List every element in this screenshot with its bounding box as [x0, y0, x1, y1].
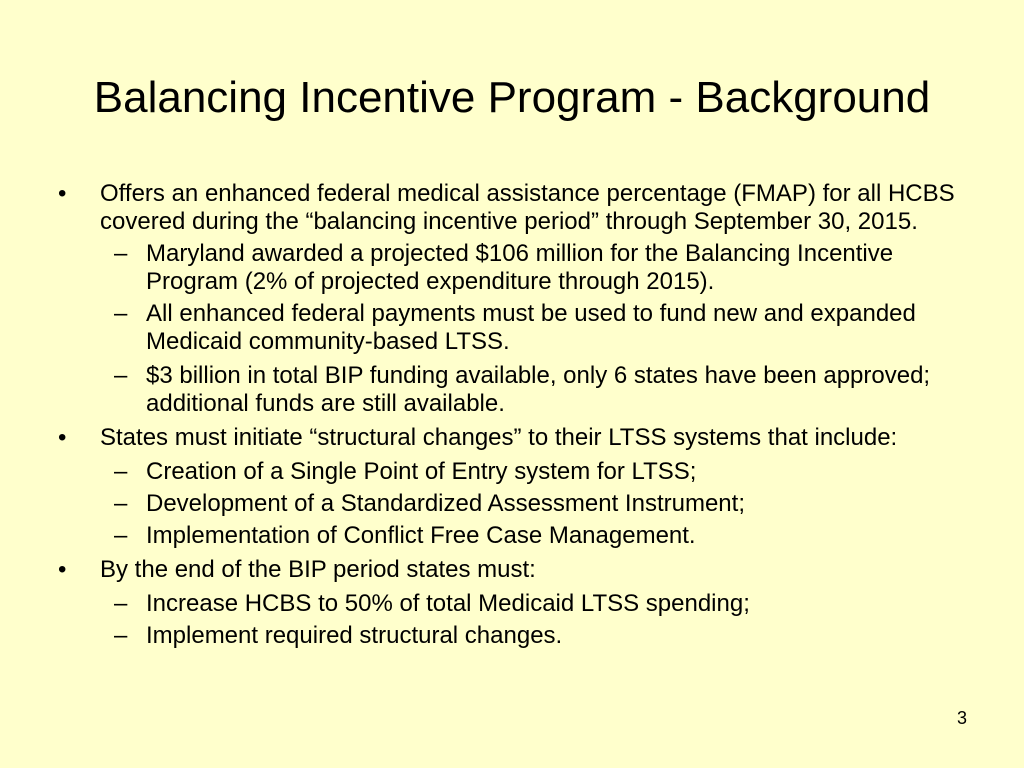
sub-bullet-item — [58, 622, 978, 650]
bullet-text: States must initiate “structural changes” to their LTSS systems that include: — [100, 424, 898, 451]
dash-icon: – — [114, 522, 128, 549]
sub-bullet-text: $3 billion in total BIP funding available, only 6 states have been approved; additional funds are still available. — [146, 362, 931, 417]
sub-bullet-text: Creation of a Single Point of Entry system for LTSS; — [146, 458, 697, 485]
sub-bullet-text: Development of a Standardized Assessment Instrument; — [146, 490, 745, 517]
sub-bullet-text: Maryland awarded a projected $106 million for the Balancing Incentive Program (2% of projected expenditure through 2015). — [146, 240, 894, 295]
dash-icon: – — [114, 590, 128, 617]
dash-icon: – — [114, 362, 128, 389]
sub-bullet-item — [58, 590, 978, 618]
sub-bullet-item — [58, 458, 978, 486]
dash-icon: – — [114, 490, 128, 517]
sub-bullet-item — [58, 490, 978, 518]
bullet-text: Offers an enhanced federal medical assistance percentage (FMAP) for all HCBS covered during the “balancing incentive period” through September 30, 2015. — [100, 180, 955, 235]
bullet-dot-icon: • — [58, 180, 67, 207]
dash-icon: – — [114, 458, 128, 485]
sub-bullet-text: All enhanced federal payments must be used to fund new and expanded Medicaid community-based LTSS. — [146, 300, 916, 355]
dash-icon: – — [114, 622, 128, 649]
sub-bullet-item — [58, 240, 978, 296]
slide-title: Balancing Incentive Program - Background — [93, 73, 931, 122]
bullet-item — [58, 424, 978, 452]
sub-bullet-item — [58, 522, 978, 550]
bullet-item — [58, 180, 978, 236]
dash-icon: – — [114, 240, 128, 267]
bullet-item — [58, 556, 978, 584]
bullet-dot-icon: • — [58, 556, 67, 583]
bullet-dot-icon: • — [58, 424, 67, 451]
sub-bullet-item — [58, 362, 978, 418]
sub-bullet-text: Implement required structural changes. — [146, 622, 563, 649]
page-number: 3 — [956, 708, 967, 728]
bullet-text: By the end of the BIP period states must: — [100, 556, 536, 583]
sub-bullet-text: Increase HCBS to 50% of total Medicaid LTSS spending; — [146, 590, 750, 617]
slide-body — [58, 180, 978, 650]
dash-icon: – — [114, 300, 128, 327]
sub-bullet-item — [58, 300, 978, 356]
sub-bullet-text: Implementation of Conflict Free Case Management. — [146, 522, 696, 549]
